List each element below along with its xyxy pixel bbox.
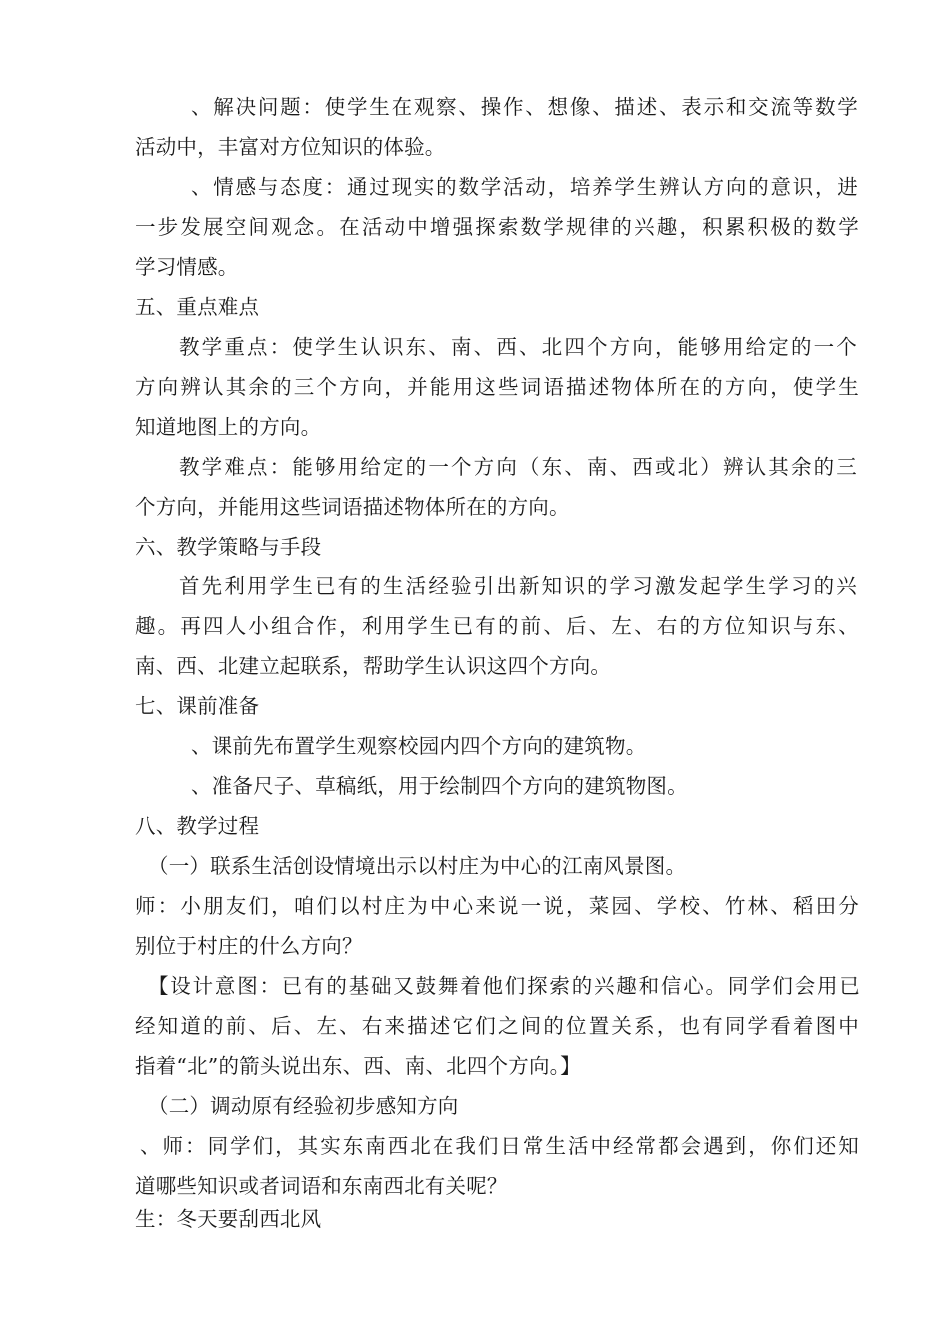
text-line: 经知道的前、后、左、右来描述它们之间的位置关系，也有同学看着图中 [135,1014,859,1038]
text-line: 、师：同学们，其实东南西北在我们日常生活中经常都会遇到，你们还知 [140,1134,859,1158]
text-line: 别位于村庄的什么方向？ [135,934,363,958]
text-line: 、准备尺子、草稿纸，用于绘制四个方向的建筑物图。 [191,774,688,798]
text-line: 活动中，丰富对方位知识的体验。 [135,135,446,159]
text-line: 、课前先布置学生观察校园内四个方向的建筑物。 [191,734,647,758]
text-line: 方向辨认其余的三个方向，并能用这些词语描述物体所在的方向，使学生 [135,375,859,399]
text-line: 首先利用学生已有的生活经验引出新知识的学习激发起学生学习的兴 [179,574,857,598]
text-line: 趣。再四人小组合作，利用学生已有的前、后、左、右的方位知识与东、 [135,614,859,638]
text-line: 一步发展空间观念。在活动中增强探索数学规律的兴趣，积累积极的数学 [135,215,859,239]
subsection-heading: （二）调动原有经验初步感知方向 [148,1094,459,1118]
text-line: 知道地图上的方向。 [135,415,322,439]
text-line: 教学难点：能够用给定的一个方向（东、南、西或北）辨认其余的三 [179,455,857,479]
subsection-heading: （一）联系生活创设情境出示以村庄为中心的江南风景图。 [148,854,687,878]
section-heading: 八、教学过程 [135,814,260,838]
text-line: 学习情感。 [135,255,239,279]
section-heading: 五、重点难点 [135,295,260,319]
text-line: 道哪些知识或者词语和东南西北有关呢？ [135,1174,508,1198]
text-line: 、解决问题：使学生在观察、操作、想像、描述、表示和交流等数学 [191,95,858,119]
text-line: 生：冬天要刮西北风 [135,1207,322,1231]
text-line: 【设计意图：已有的基础又鼓舞着他们探索的兴趣和信心。同学们会用已 [148,974,860,998]
text-line: 指着“北”的箭头说出东、西、南、北四个方向。】 [135,1054,581,1078]
text-line: 、情感与态度：通过现实的数学活动，培养学生辨认方向的意识，进 [191,175,858,199]
text-line: 个方向，并能用这些词语描述物体所在的方向。 [135,495,570,519]
text-line: 教学重点：使学生认识东、南、西、北四个方向，能够用给定的一个 [179,335,857,359]
text-line: 南、西、北建立起联系，帮助学生认识这四个方向。 [135,654,612,678]
text-line: 师：小朋友们，咱们以村庄为中心来说一说，菜园、学校、竹林、稻田分 [135,894,859,918]
section-heading: 六、教学策略与手段 [135,535,322,559]
section-heading: 七、课前准备 [135,694,260,718]
